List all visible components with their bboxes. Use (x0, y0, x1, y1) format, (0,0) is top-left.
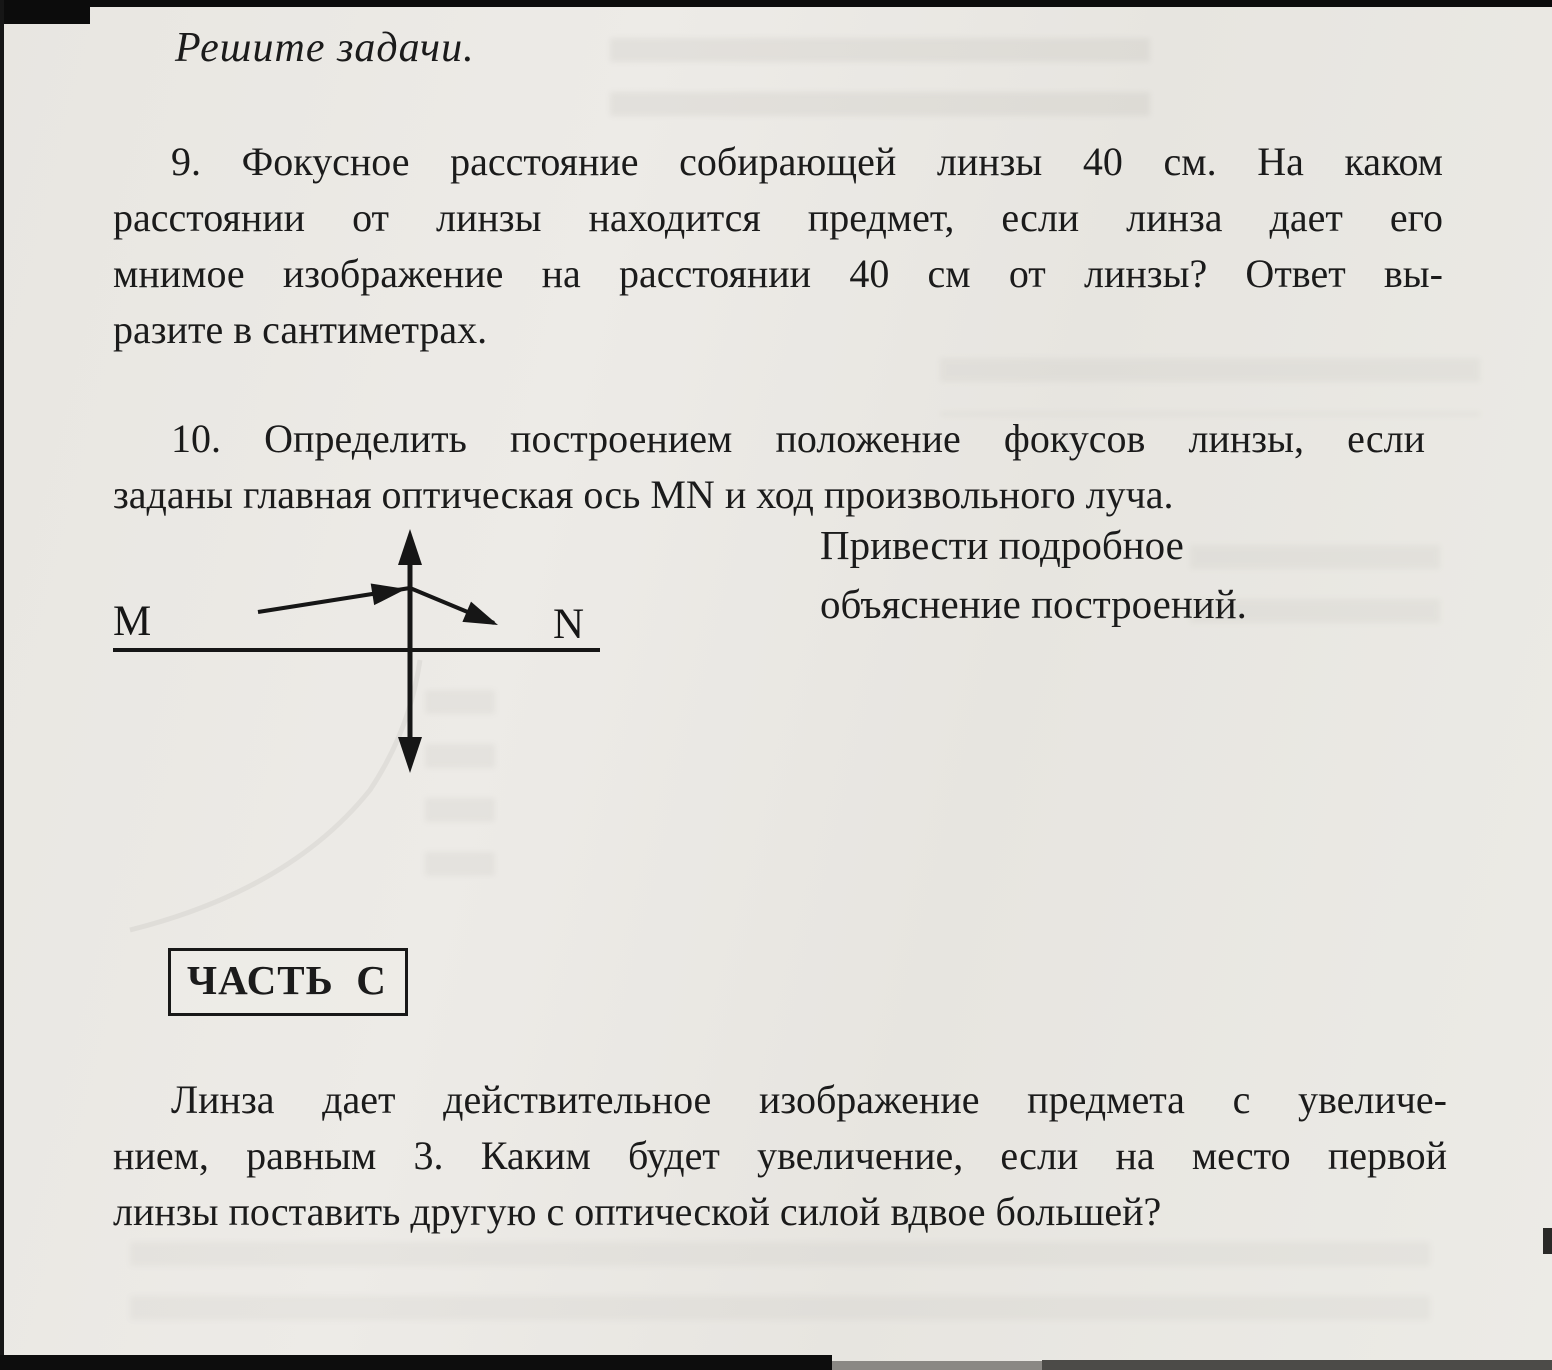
lens-ray-diagram (95, 515, 615, 787)
problem-c-line-3: линзы поставить другую с оптической силой вдвое большей? (113, 1189, 1162, 1234)
scan-edge-top (0, 0, 1552, 7)
note-line-1: Привести подробное (820, 522, 1184, 568)
scan-edge-notch (1543, 1228, 1552, 1254)
lens-arrowhead-down-icon (398, 737, 422, 773)
part-c-box (168, 948, 408, 1016)
problem-10-line-2: заданы главная оптическая ось MN и ход произвольного луча. (113, 472, 1174, 517)
explanation-note (820, 516, 1360, 634)
problem-c-line-2: нием, равным 3. Каким будет увеличение, если на место первой (113, 1133, 1447, 1178)
bleedthrough-artifact (130, 1242, 1430, 1330)
scan-edge-bottom-right (1042, 1360, 1552, 1370)
part-c-label: ЧАСТЬ С (187, 957, 387, 1003)
problem-9-line-3: мнимое изображение на расстоянии 40 см от линзы? Ответ вы- (113, 251, 1443, 296)
axis-label-m: M (113, 598, 152, 645)
lens-arrowhead-up-icon (398, 529, 422, 565)
page-heading: Решите задачи. (175, 25, 475, 71)
problem-10 (113, 411, 1425, 523)
problem-c-line-1: Линза дает действительное изображение предмета с увеличе- (171, 1077, 1447, 1122)
problem-9-line-1: 9. Фокусное расстояние собирающей линзы 40 см. На каком (171, 139, 1443, 184)
problem-part-c (113, 1072, 1447, 1240)
scan-edge-bottom-left (0, 1355, 832, 1370)
problem-9-line-4: разите в сантиметрах. (113, 307, 488, 352)
problem-9-line-2: расстоянии от линзы находится предмет, если линза дает его (113, 195, 1443, 240)
problem-9 (113, 134, 1443, 358)
note-line-2: объяснение построений. (820, 581, 1247, 627)
refracted-ray-arrowhead-icon (462, 602, 502, 636)
incident-ray-arrowhead-icon (371, 578, 408, 605)
problem-10-line-1: 10. Определить построением положение фокусов линзы, если (171, 416, 1425, 461)
bleedthrough-artifact (610, 38, 1150, 136)
scan-edge-left (0, 0, 4, 1370)
axis-label-n: N (553, 601, 585, 648)
scan-edge-top-corner (0, 0, 90, 24)
scan-edge-bottom-mid (832, 1361, 1042, 1370)
bleedthrough-artifact (940, 358, 1480, 416)
